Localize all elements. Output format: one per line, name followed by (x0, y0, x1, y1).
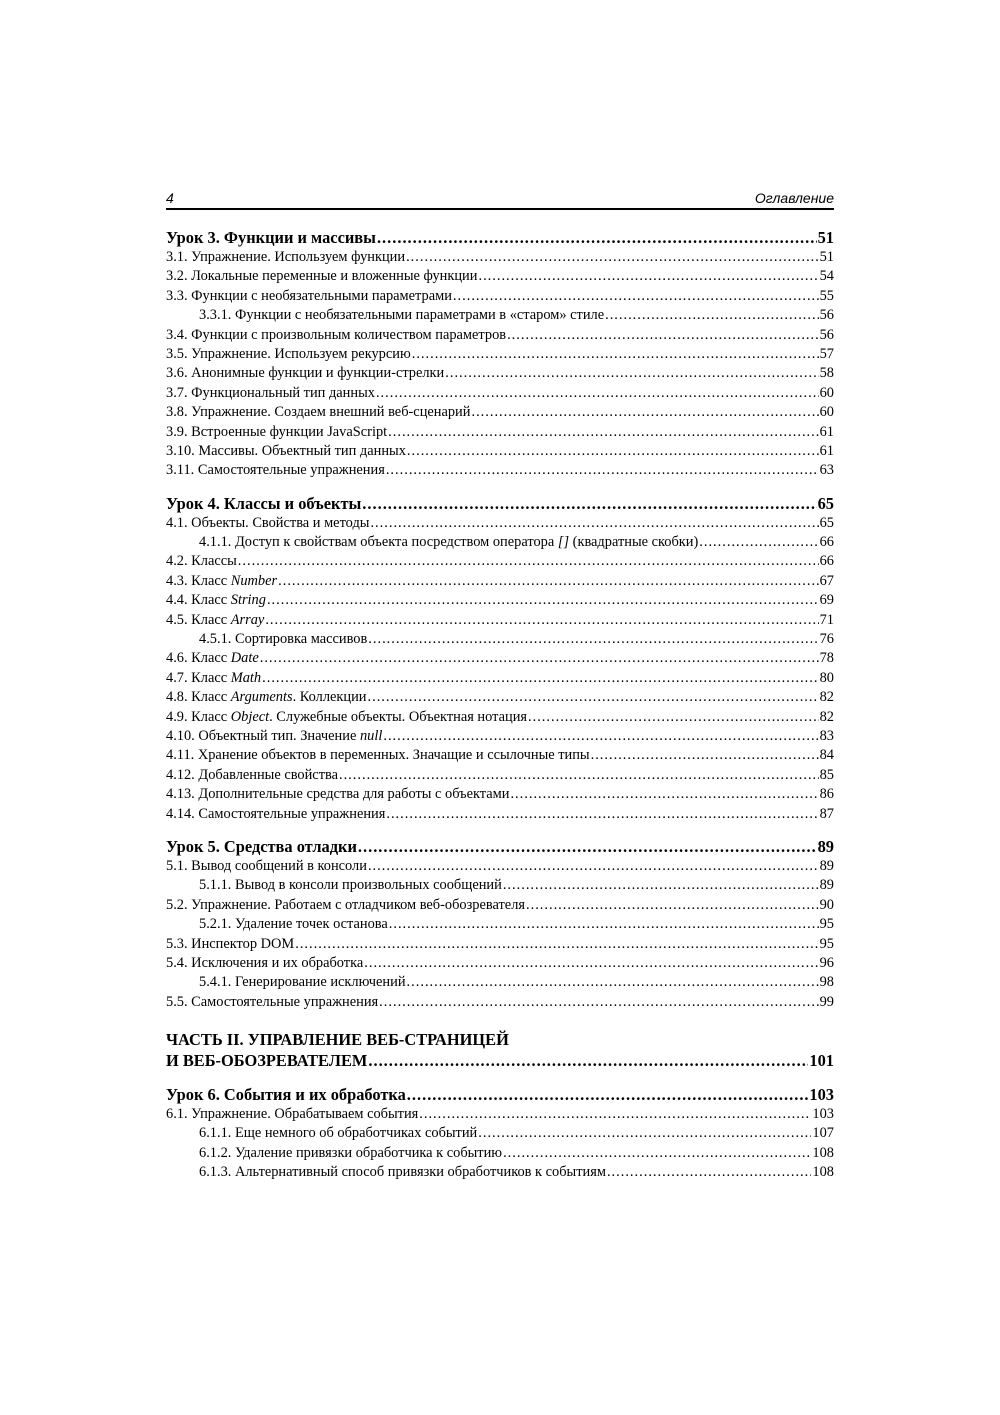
entry-title-italic: Arguments (230, 689, 293, 706)
toc-section (166, 708, 834, 727)
entry-title-text: Урок 4. Классы и объекты (166, 493, 362, 513)
dot-leader (389, 915, 819, 934)
entry-page-number: 103 (809, 1085, 834, 1105)
toc-section (166, 572, 834, 591)
dot-leader (379, 993, 818, 1012)
toc-subsection (166, 915, 834, 934)
toc-section (166, 514, 834, 533)
toc-section (166, 688, 834, 707)
toc-lesson (166, 494, 834, 514)
dot-leader (406, 248, 819, 267)
entry-title-text: 4.2. Классы (166, 553, 237, 570)
toc-section (166, 727, 834, 746)
entry-title (166, 708, 527, 727)
entry-title (166, 688, 367, 707)
entry-page-number: 66 (819, 553, 834, 570)
entry-title-text: 6.1.3. Альтернативный способ привязки обработчиков к событиям (199, 1164, 606, 1181)
entry-page-number: 71 (819, 611, 834, 628)
dot-leader (377, 228, 817, 248)
dot-leader (265, 611, 818, 630)
dot-leader (386, 461, 819, 480)
dot-leader (699, 533, 818, 552)
dot-leader (419, 1105, 811, 1124)
entry-title (199, 306, 604, 325)
toc-section (166, 954, 834, 973)
entry-title (166, 993, 378, 1012)
dot-leader (605, 306, 819, 325)
entry-title (166, 494, 361, 514)
entry-page-number: 108 (812, 1144, 834, 1161)
dot-leader (507, 326, 819, 345)
dot-leader (295, 935, 818, 954)
dot-leader (364, 954, 818, 973)
table-of-contents (166, 228, 834, 1183)
entry-title-text: 6.1.2. Удаление привязки обработчика к событию (199, 1144, 503, 1161)
entry-title-text: 3.7. Функциональный тип данных (166, 384, 375, 401)
entry-title (166, 287, 452, 306)
entry-page-number: 55 (819, 287, 834, 304)
dot-leader (386, 805, 818, 824)
entry-title-text: 3.4. Функции с произвольным количеством параметров (166, 326, 507, 343)
entry-title-text: 3.10. Массивы. Объектный тип данных (166, 442, 406, 459)
toc-section (166, 669, 834, 688)
entry-title-text: 5.1.1. Вывод в консоли произвольных сообщений (199, 877, 502, 894)
dot-leader (407, 973, 819, 992)
toc-section (166, 345, 834, 364)
entry-page-number: 65 (817, 493, 834, 513)
entry-title-text: 4.13. Дополнительные средства для работы с объектами (166, 786, 510, 803)
entry-page-number: 95 (819, 916, 834, 933)
dot-leader (478, 1124, 811, 1143)
toc-subsection (166, 1144, 834, 1163)
entry-title (166, 248, 405, 267)
entry-title (166, 857, 367, 876)
entry-page-number: 78 (819, 650, 834, 667)
dot-leader (407, 442, 819, 461)
entry-title-italic: String (230, 592, 266, 609)
entry-title (166, 805, 385, 824)
entry-title-text: 4.8. Класс (166, 689, 228, 706)
toc-subsection (166, 533, 834, 552)
entry-page-number: 98 (819, 974, 834, 991)
toc-lesson (166, 1085, 834, 1105)
entry-title-text: 5.4. Исключения и их обработка (166, 954, 364, 971)
toc-section (166, 766, 834, 785)
entry-page-number: 87 (819, 805, 834, 822)
toc-section (166, 461, 834, 480)
entry-title-text: 6.1. Упражнение. Обрабатываем события (166, 1106, 419, 1123)
dot-leader (260, 649, 819, 668)
entry-title (166, 423, 387, 442)
entry-title-text: 3.9. Встроенные функции JavaScript (166, 423, 388, 440)
entry-page-number: 89 (819, 877, 834, 894)
entry-page-number: 103 (812, 1106, 834, 1123)
entry-title (166, 727, 382, 746)
entry-title-tail: . Служебные объекты. Объектная нотация (269, 708, 528, 725)
entry-title-text: 4.7. Класс (166, 669, 228, 686)
entry-title (166, 403, 470, 422)
entry-title (199, 973, 406, 992)
entry-title-text: 5.5. Самостоятельные упражнения (166, 993, 379, 1010)
running-header (166, 188, 834, 210)
entry-title (166, 364, 444, 383)
entry-title-text: Урок 6. События и их обработка (166, 1085, 406, 1105)
entry-title-text: 5.4.1. Генерирование исключений (199, 974, 406, 991)
entry-title-text: 4.4. Класс (166, 592, 228, 609)
entry-title-text: 4.1.1. Доступ к свойствам объекта посредством оператора (199, 534, 555, 551)
entry-title-text: 4.1. Объекты. Свойства и методы (166, 514, 370, 531)
dot-leader (591, 746, 819, 765)
toc-section (166, 423, 834, 442)
dot-leader (526, 896, 819, 915)
entry-title-text: 3.3.1. Функции с необязательными параметрами в «старом» стиле (199, 307, 605, 324)
entry-title-text: 4.11. Хранение объектов в переменных. Значащие и ссылочные типы (166, 747, 590, 764)
dot-leader (368, 857, 819, 876)
dot-leader (407, 1085, 809, 1105)
part-title-line: ЧАСТЬ II. УПРАВЛЕНИЕ ВЕБ-СТРАНИЦЕЙ (166, 1030, 509, 1050)
entry-title (199, 1124, 477, 1143)
entry-page-number: 56 (819, 307, 834, 324)
entry-page-number: 57 (819, 345, 834, 362)
entry-page-number: 84 (819, 747, 834, 764)
entry-page-number: 66 (819, 534, 834, 551)
entry-title-text: 5.2. Упражнение. Работаем с отладчиком веб-обозревателя (166, 896, 525, 913)
toc-section (166, 326, 834, 345)
toc-section (166, 442, 834, 461)
entry-page-number: 82 (819, 708, 834, 725)
entry-title-text: 4.5.1. Сортировка массивов (199, 631, 368, 648)
entry-page-number: 80 (819, 669, 834, 686)
entry-title-text: 5.2.1. Удаление точек останова (199, 916, 388, 933)
entry-page-number: 58 (819, 365, 834, 382)
toc-section (166, 552, 834, 571)
entry-title (166, 954, 363, 973)
entry-title-text: 4.14. Самостоятельные упражнения (166, 805, 386, 822)
entry-title (166, 669, 261, 688)
entry-title (166, 384, 375, 403)
entry-page-number: 51 (819, 249, 834, 265)
entry-page-number: 96 (819, 954, 834, 971)
entry-title-text: 3.2. Локальные переменные и вложенные функции (166, 268, 478, 285)
entry-title (166, 611, 264, 630)
entry-title-text: И ВЕБ-ОБОЗРЕВАТЕЛЕМ (166, 1051, 368, 1071)
entry-title-text: Урок 5. Средства отладки (166, 836, 357, 856)
entry-title (199, 876, 502, 895)
entry-title (166, 345, 411, 364)
dot-leader (339, 766, 819, 785)
toc-section (166, 384, 834, 403)
dot-leader (388, 423, 818, 442)
header-title: Оглавление (754, 190, 834, 206)
entry-title-text: 5.1. Вывод сообщений в консоли (166, 857, 367, 874)
entry-page-number: 86 (819, 786, 834, 803)
entry-page-number: 95 (819, 935, 834, 952)
toc-section (166, 364, 834, 383)
toc-subsection (166, 1124, 834, 1143)
entry-title-text: 3.5. Упражнение. Используем рекурсию (166, 345, 411, 362)
entry-title-text: 4.5. Класс (166, 611, 228, 628)
entry-page-number: 99 (819, 993, 834, 1010)
entry-title-italic: Date (230, 650, 259, 667)
toc-section (166, 857, 834, 876)
entry-title-text: 4.3. Класс (166, 572, 228, 589)
dot-leader (368, 688, 819, 707)
entry-title-tail: (квадратные скобки) (572, 534, 699, 551)
toc-section (166, 591, 834, 610)
entry-page-number: 61 (819, 442, 834, 459)
entry-page-number: 90 (819, 896, 834, 913)
entry-title (166, 591, 266, 610)
entry-page-number: 61 (819, 423, 834, 440)
entry-title (166, 514, 369, 533)
dot-leader (376, 384, 819, 403)
entry-title (166, 442, 406, 461)
toc-section (166, 267, 834, 286)
toc-lesson (166, 837, 834, 857)
entry-title (166, 785, 509, 804)
entry-title-text: 5.3. Инспектор DOM (166, 935, 295, 952)
dot-leader (358, 837, 817, 857)
entry-title (199, 915, 388, 934)
entry-page-number: 56 (819, 326, 834, 343)
entry-page-number: 51 (817, 228, 834, 247)
entry-title (199, 1163, 606, 1182)
entry-title-italic: Array (230, 611, 265, 628)
toc-section (166, 896, 834, 915)
entry-title (166, 461, 385, 480)
entry-page-number: 67 (819, 572, 834, 589)
entry-title (199, 1144, 502, 1163)
entry-page-number: 76 (819, 631, 834, 648)
entry-page-number: 85 (819, 766, 834, 783)
entry-title-text: 3.8. Упражнение. Создаем внешний веб-сценарий (166, 404, 471, 421)
toc-section (166, 1105, 834, 1124)
entry-page-number: 89 (819, 857, 834, 874)
toc-section (166, 935, 834, 954)
dot-leader (370, 514, 818, 533)
entry-title (166, 766, 338, 785)
toc-section (166, 248, 834, 267)
entry-title-text: 6.1.1. Еще немного об обработчиках событий (199, 1125, 478, 1142)
entry-page-number: 60 (819, 384, 834, 401)
dot-leader (445, 364, 818, 383)
entry-title-italic: Object (230, 708, 270, 725)
entry-title (166, 837, 357, 857)
entry-title-italic: [] (557, 534, 570, 551)
entry-page-number: 69 (819, 592, 834, 609)
entry-page-number: 65 (819, 514, 834, 531)
toc-subsection (166, 876, 834, 895)
entry-page-number: 108 (812, 1164, 834, 1181)
toc-subsection (166, 973, 834, 992)
entry-title (166, 326, 506, 345)
dot-leader (528, 708, 819, 727)
entry-page-number: 83 (819, 727, 834, 744)
entry-title-text: 3.11. Самостоятельные упражнения (166, 462, 385, 479)
dot-leader (503, 1144, 811, 1163)
dot-leader (267, 591, 819, 610)
entry-title-tail: . Коллекции (292, 689, 367, 706)
entry-title-text: 4.6. Класс (166, 650, 228, 667)
dot-leader (368, 1050, 808, 1072)
toc-section (166, 287, 834, 306)
dot-leader (471, 403, 818, 422)
dot-leader (478, 267, 818, 286)
toc-subsection (166, 630, 834, 649)
entry-title-text: 3.3. Функции с необязательными параметрами (166, 287, 452, 304)
entry-title (166, 1105, 418, 1124)
toc-section (166, 805, 834, 824)
entry-page-number: 60 (819, 404, 834, 421)
entry-title-text: 3.6. Анонимные функции и функции-стрелки (166, 365, 445, 382)
toc-section (166, 403, 834, 422)
entry-title (166, 649, 259, 668)
toc-subsection (166, 1163, 834, 1182)
entry-title (166, 228, 376, 248)
page-number: 4 (166, 190, 174, 206)
entry-title-text: 4.10. Объектный тип. Значение (166, 727, 357, 744)
toc-section (166, 746, 834, 765)
entry-title-text: Урок 3. Функции и массивы (166, 228, 376, 247)
entry-page-number: 63 (819, 462, 834, 479)
dot-leader (453, 287, 819, 306)
entry-title-text: 4.12. Добавленные свойства (166, 766, 338, 783)
dot-leader (607, 1163, 811, 1182)
dot-leader (238, 552, 819, 571)
dot-leader (412, 345, 819, 364)
dot-leader (262, 669, 818, 688)
entry-title-italic: Number (230, 572, 278, 589)
entry-page-number: 89 (817, 836, 834, 856)
entry-page-number: 82 (819, 689, 834, 706)
entry-title (166, 896, 525, 915)
dot-leader (368, 630, 818, 649)
toc-subsection (166, 306, 834, 325)
entry-title-text: 4.9. Класс (166, 708, 228, 725)
toc-part (166, 1030, 834, 1072)
toc-part-entry (166, 1050, 834, 1072)
entry-title (166, 746, 590, 765)
entry-title-italic: null (359, 727, 383, 744)
toc-section (166, 993, 834, 1012)
toc-lesson (166, 228, 834, 248)
entry-title (166, 267, 477, 286)
entry-title (199, 533, 698, 552)
dot-leader (503, 876, 819, 895)
entry-title (166, 572, 277, 591)
entry-page-number: 54 (819, 268, 834, 285)
toc-section (166, 785, 834, 804)
dot-leader (278, 572, 818, 591)
entry-title (166, 935, 294, 954)
entry-title (199, 630, 367, 649)
dot-leader (362, 494, 816, 514)
entry-page-number: 107 (812, 1125, 834, 1142)
entry-title (166, 1085, 406, 1105)
dot-leader (383, 727, 818, 746)
entry-page-number: 101 (809, 1051, 834, 1071)
toc-section (166, 649, 834, 668)
entry-title (166, 552, 237, 571)
toc-section (166, 611, 834, 630)
entry-title (166, 1050, 367, 1072)
entry-title-text: 3.1. Упражнение. Используем функции (166, 249, 406, 265)
entry-title-italic: Math (230, 669, 262, 686)
dot-leader (510, 785, 818, 804)
